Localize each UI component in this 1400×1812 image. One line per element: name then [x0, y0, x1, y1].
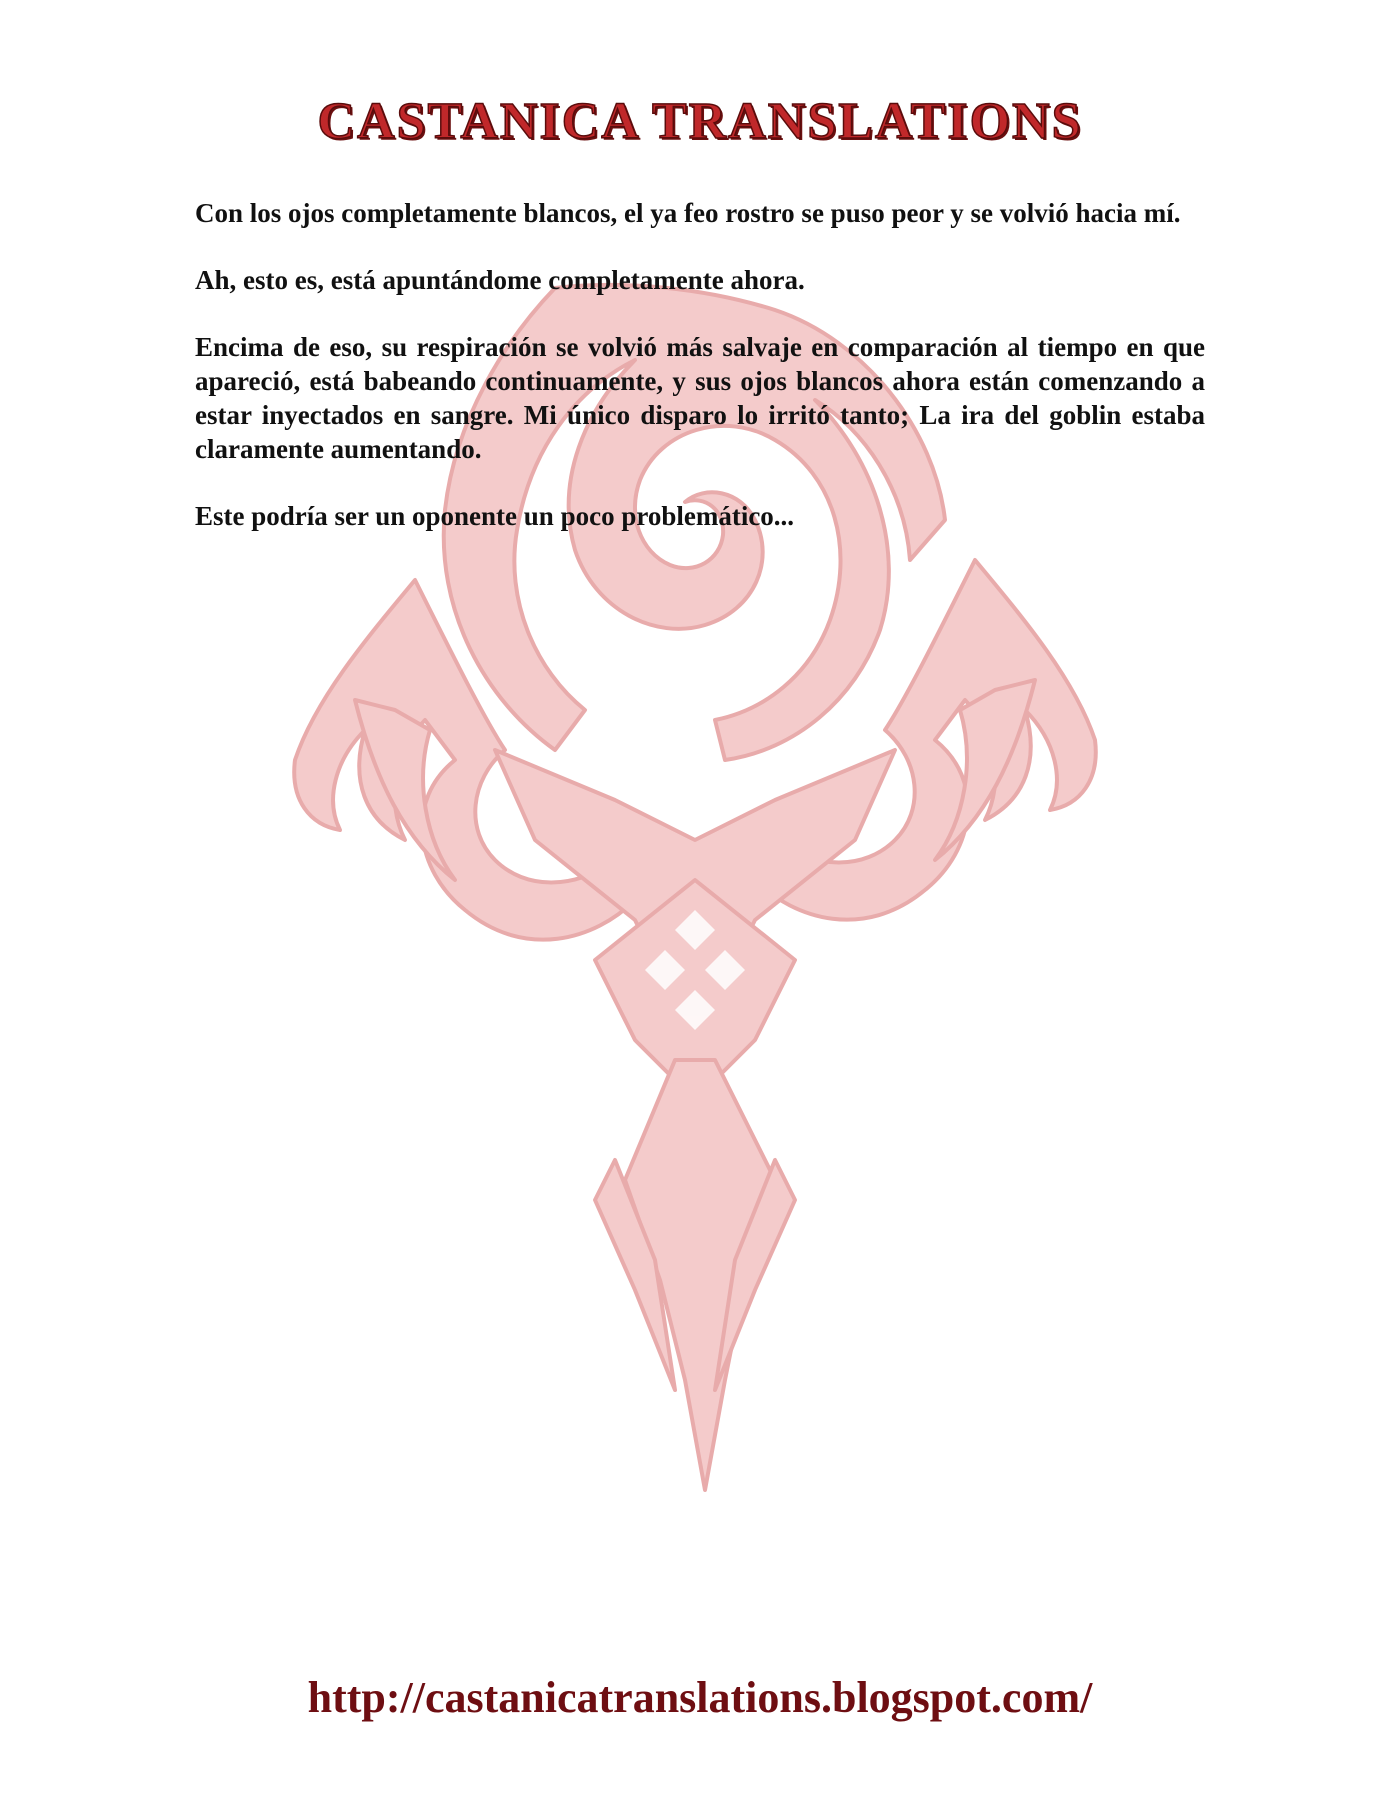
chapter-text [195, 196, 1205, 566]
paragraph: Encima de eso, su respiración se volvió más salvaje en comparación al tiempo en que apareció, está babeando continuamente, y sus ojos blancos ahora están comenzando a estar inyectados en sangre. Mi único disparo lo irritó tanto; La ira del goblin estaba claramente aumentando. [195, 332, 1205, 464]
paragraph: Este podría ser un oponente un poco problemático... [195, 501, 795, 531]
paragraph: Ah, esto es, está apuntándome completamente ahora. [195, 265, 805, 295]
paragraph: Con los ojos completamente blancos, el ya feo rostro se puso peor y se volvió hacia mí. [195, 198, 1181, 228]
site-title: CASTANICA TRANSLATIONS [317, 93, 1083, 150]
footer-url-link[interactable]: http://castanicatranslations.blogspot.com/ [307, 1673, 1093, 1722]
